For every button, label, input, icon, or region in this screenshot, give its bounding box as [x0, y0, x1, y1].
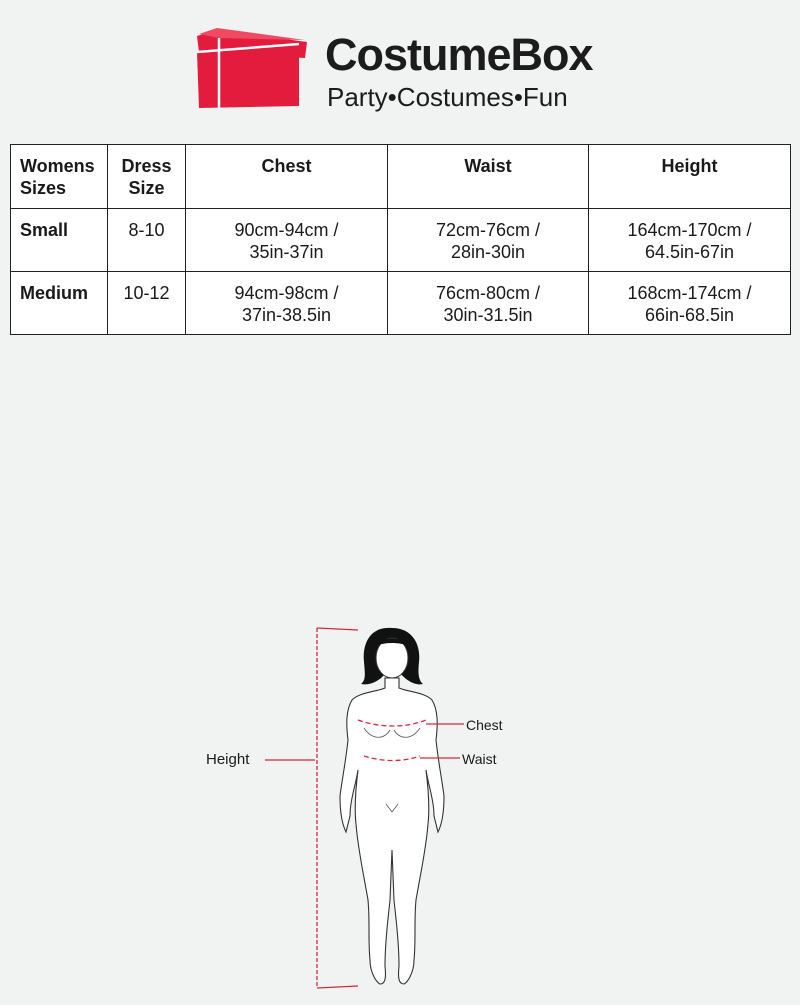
costume-box-icon	[195, 28, 310, 110]
header-height: Height	[589, 145, 791, 209]
waist-label: Waist	[462, 751, 497, 767]
header-womens-sizes: Womens Sizes	[11, 145, 108, 209]
brand-name: CostumeBox	[325, 29, 593, 80]
size-label: Medium	[11, 272, 108, 335]
height-measure: 168cm-174cm / 66in-68.5in	[589, 272, 791, 335]
header-waist: Waist	[388, 145, 589, 209]
size-label: Small	[11, 209, 108, 272]
brand-tagline: Party•Costumes•Fun	[327, 82, 568, 112]
costumebox-logo	[195, 28, 615, 118]
chest-measure: 94cm-98cm / 37in-38.5in	[186, 272, 388, 335]
measurement-figure	[180, 600, 540, 1000]
height-label: Height	[206, 751, 250, 768]
chest-label: Chest	[466, 717, 503, 733]
table-row	[11, 209, 791, 272]
table-row	[11, 272, 791, 335]
body-outline-diagram	[180, 600, 540, 1000]
header-chest: Chest	[186, 145, 388, 209]
size-chart-table	[10, 144, 791, 335]
waist-measure: 76cm-80cm / 30in-31.5in	[388, 272, 589, 335]
table-header-row	[11, 145, 791, 209]
header-dress-size: Dress Size	[108, 145, 186, 209]
chest-measure: 90cm-94cm / 35in-37in	[186, 209, 388, 272]
waist-measure: 72cm-76cm / 28in-30in	[388, 209, 589, 272]
height-measure: 164cm-170cm / 64.5in-67in	[589, 209, 791, 272]
dress-size: 8-10	[108, 209, 186, 272]
dress-size: 10-12	[108, 272, 186, 335]
